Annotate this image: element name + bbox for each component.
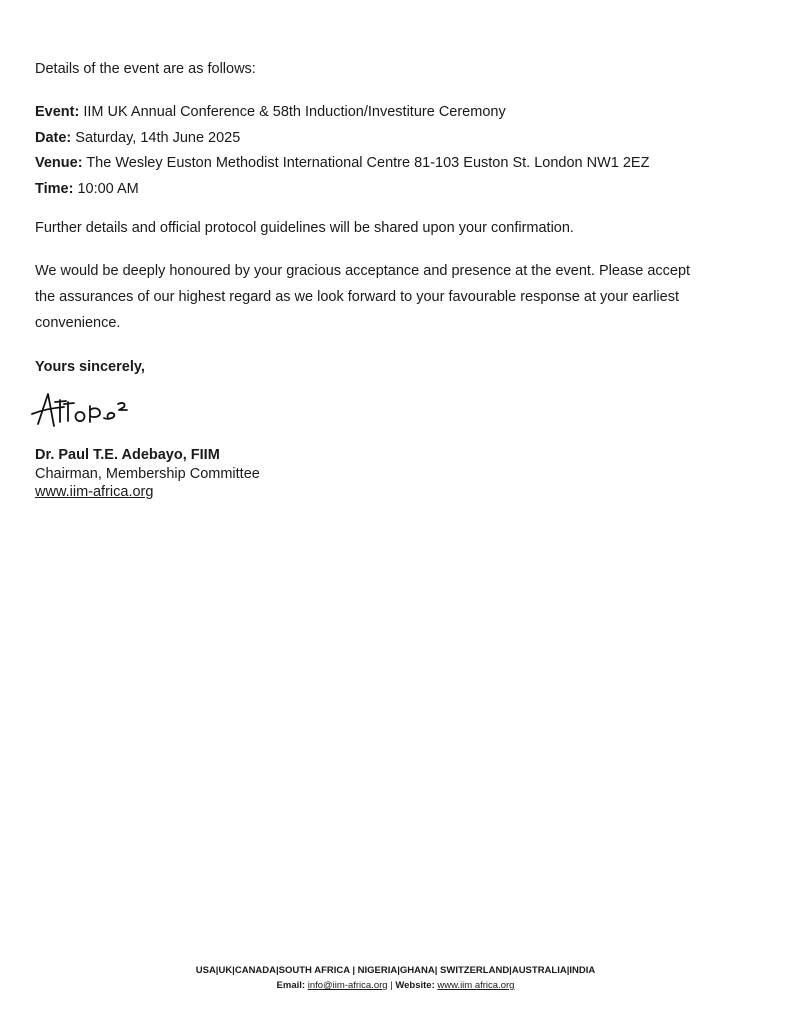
footer-email-link[interactable]: info@iim-africa.org [307,980,388,991]
footer-website-link[interactable]: www.iim africa.org [437,980,515,991]
signatory-title: Chairman, Membership Committee [35,465,260,482]
date-label: Date: [35,130,72,146]
event-label: Event: [35,104,80,120]
further-details-text: Further details and official protocol guidelines will be shared upon your confirmation. [35,220,574,236]
honour-text-line-2: the assurances of our highest regard as we look forward to your favourable response at your earliest [35,289,679,305]
time-label: Time: [35,181,74,197]
venue-label: Venue: [35,155,83,171]
footer-contact [0,980,791,991]
signatory-website-link[interactable]: www.iim-africa.org [35,484,154,500]
date-line [35,125,240,151]
signatory-block [35,446,260,502]
email-label: Email: [276,980,306,991]
signatory-name: Dr. Paul T.E. Adebayo, FIIM [35,447,220,463]
honour-text-line-3: convenience. [35,315,121,331]
intro-text: Details of the event are as follows: [35,61,256,77]
footer-countries [0,965,791,976]
date-value: Saturday, 14th June 2025 [75,130,241,146]
honour-text-line-1: We would be deeply honoured by your gracious acceptance and presence at the event. Please accept [35,263,691,279]
closing-text: Yours sincerely, [35,359,145,375]
countries-text: USA|UK|CANADA|SOUTH AFRICA | NIGERIA|GHANA| SWITZERLAND|AUSTRALIA|INDIA [195,965,596,976]
footer-separator: | [387,980,396,991]
time-value: 10:00 AM [77,181,139,197]
handwritten-signature [30,390,160,432]
venue-line [35,150,649,176]
website-label: Website: [395,980,435,991]
time-line [35,176,139,202]
event-value: IIM UK Annual Conference & 58th Induction/Investiture Ceremony [83,104,506,120]
event-line [35,99,506,125]
venue-value: The Wesley Euston Methodist International Centre 81-103 Euston St. London NW1 2EZ [86,155,650,171]
